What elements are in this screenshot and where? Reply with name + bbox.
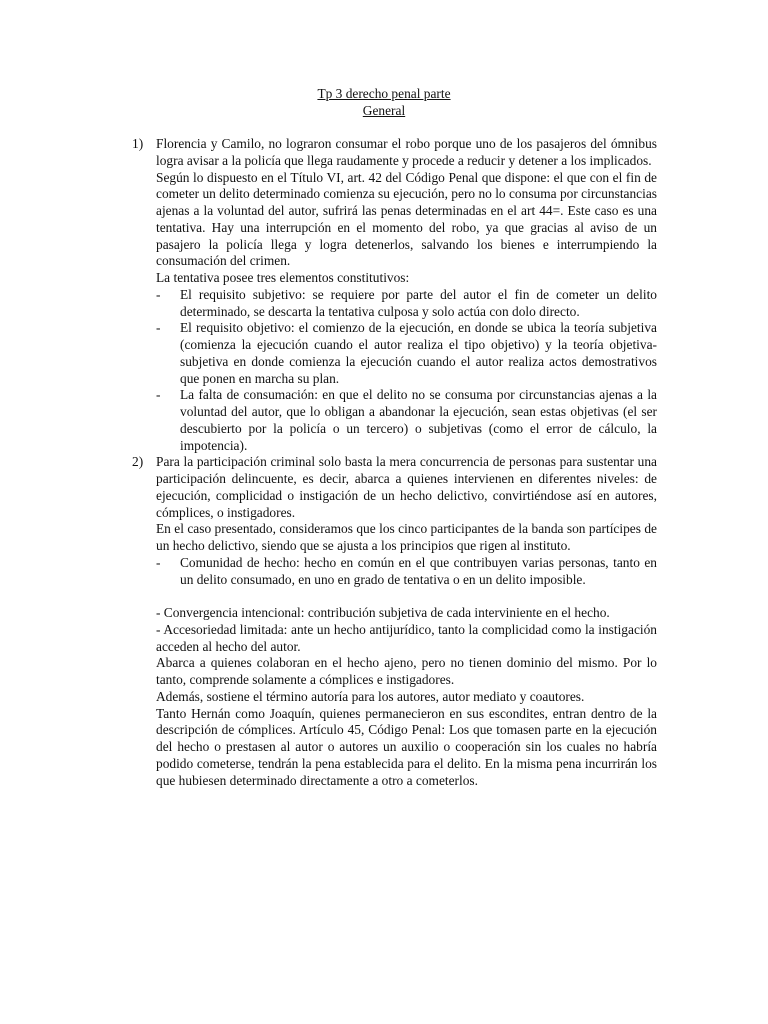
list-item xyxy=(156,287,657,321)
bullet-dash: - xyxy=(156,320,161,336)
document-title xyxy=(0,86,768,120)
list-item xyxy=(156,320,657,387)
title-line-2: General xyxy=(362,102,406,118)
section-2 xyxy=(132,454,657,789)
section-2-paragraph-4: - Accesoriedad limitada: ante un hecho antijurídico, tanto la complicidad como la instigación acceden al hecho del autor. xyxy=(156,621,657,654)
section-2-paragraph-3: - Convergencia intencional: contribución subjetiva de cada interviniente en el hecho. xyxy=(156,605,610,620)
bullet-dash: - xyxy=(156,286,161,302)
section-1-paragraph-1: Florencia y Camilo, no lograron consumar el robo porque uno de los pasajeros del ómnibus logra avisar a la policía que llega raudamente y procede a reducir y detener a los implicados. xyxy=(156,136,657,168)
section-2-paragraph-1: Para la participación criminal solo basta la mera concurrencia de personas para sustentar una participación delincuente, es decir, abarca a quienes intervienen en diferentes niveles: de ejecución, complicidad o instigación de un hecho delictivo, convirtiéndose así en autores, cómplices, o instigadores. xyxy=(156,454,657,520)
list-item xyxy=(156,555,657,589)
section-1-number: 1) xyxy=(132,136,144,151)
bullet-dash: - xyxy=(156,387,161,403)
section-2-number: 2) xyxy=(132,454,144,470)
bullet-text: El requisito subjetivo: se requiere por parte del autor el fin de cometer un delito determinado, se descarta la tentativa culposa y solo actúa con dolo directo. xyxy=(180,286,657,319)
section-1-paragraph-3: La tentativa posee tres elementos constitutivos: xyxy=(156,270,410,285)
title-line-1: Tp 3 derecho penal parte xyxy=(317,86,451,101)
list-item xyxy=(156,387,657,454)
section-2-paragraph-7: Tanto Hernán como Joaquín, quienes permanecieron en sus escondites, entran dentro de la descripción de cómplices. Artículo 45, Código Penal: Los que tomasen parte en la ejecución del hecho o prestasen al autor o autores un auxilio o cooperación sin los cuales no habría podido cometerse, tendrán la pena establecida para el delito. En la misma pena incurrirán los que hubiesen determinado directamente a otro a cometerlos. xyxy=(156,705,657,788)
section-2-paragraph-2: En el caso presentado, consideramos que los cinco participantes de la banda son partícipes de un hecho delictivo, siendo que se ajusta a los principios que rigen al instituto. xyxy=(156,521,657,553)
bullet-text: El requisito objetivo: el comienzo de la ejecución, en donde se ubica la teoría subjetiva (comienza la ejecución cuando el autor realiza el tipo objetivo) y la teoría objetiva-subjetiva en donde comienza la ejecución cuando el autor realiza actos demostrativos que ponen en marcha su plan. xyxy=(180,320,657,386)
section-2-paragraph-5: Abarca a quienes colaboran en el hecho ajeno, pero no tienen dominio del mismo. Por lo tanto, comprende solamente a cómplices e instigadores. xyxy=(156,655,657,687)
bullet-text: Comunidad de hecho: hecho en común en el que contribuyen varias personas, tanto en un delito consumado, en uno en grado de tentativa o en un delito imposible. xyxy=(180,554,657,587)
bullet-text: La falta de consumación: en que el delito no se consuma por circunstancias ajenas a la voluntad del autor, que lo obligan a abandonar la ejecución, sean estas objetivas (el ser descubierto por la policía o un tercero) o subjetivas (como el error de cálculo, la impotencia). xyxy=(180,387,657,453)
document-body xyxy=(132,136,657,789)
section-1 xyxy=(132,136,657,454)
blank-line xyxy=(156,588,657,605)
bullet-dash: - xyxy=(156,554,161,570)
section-1-paragraph-2: Según lo dispuesto en el Título VI, art. 42 del Código Penal que dispone: el que con el fin de cometer un delito determinado comienza su ejecución, pero no lo consuma por circunstancias ajenas a la voluntad del autor, sufrirá las penas determinadas en el art 44=. Este caso es una tentativa. Hay una interrupción en el momento del robo, ya que gracias al aviso de un pasajero la policía llega y logra detenerlos, salvando los bienes e interrumpiendo la consumación del crimen. xyxy=(156,169,657,269)
section-2-paragraph-6: Además, sostiene el término autoría para los autores, autor mediato y coautores. xyxy=(156,688,585,704)
